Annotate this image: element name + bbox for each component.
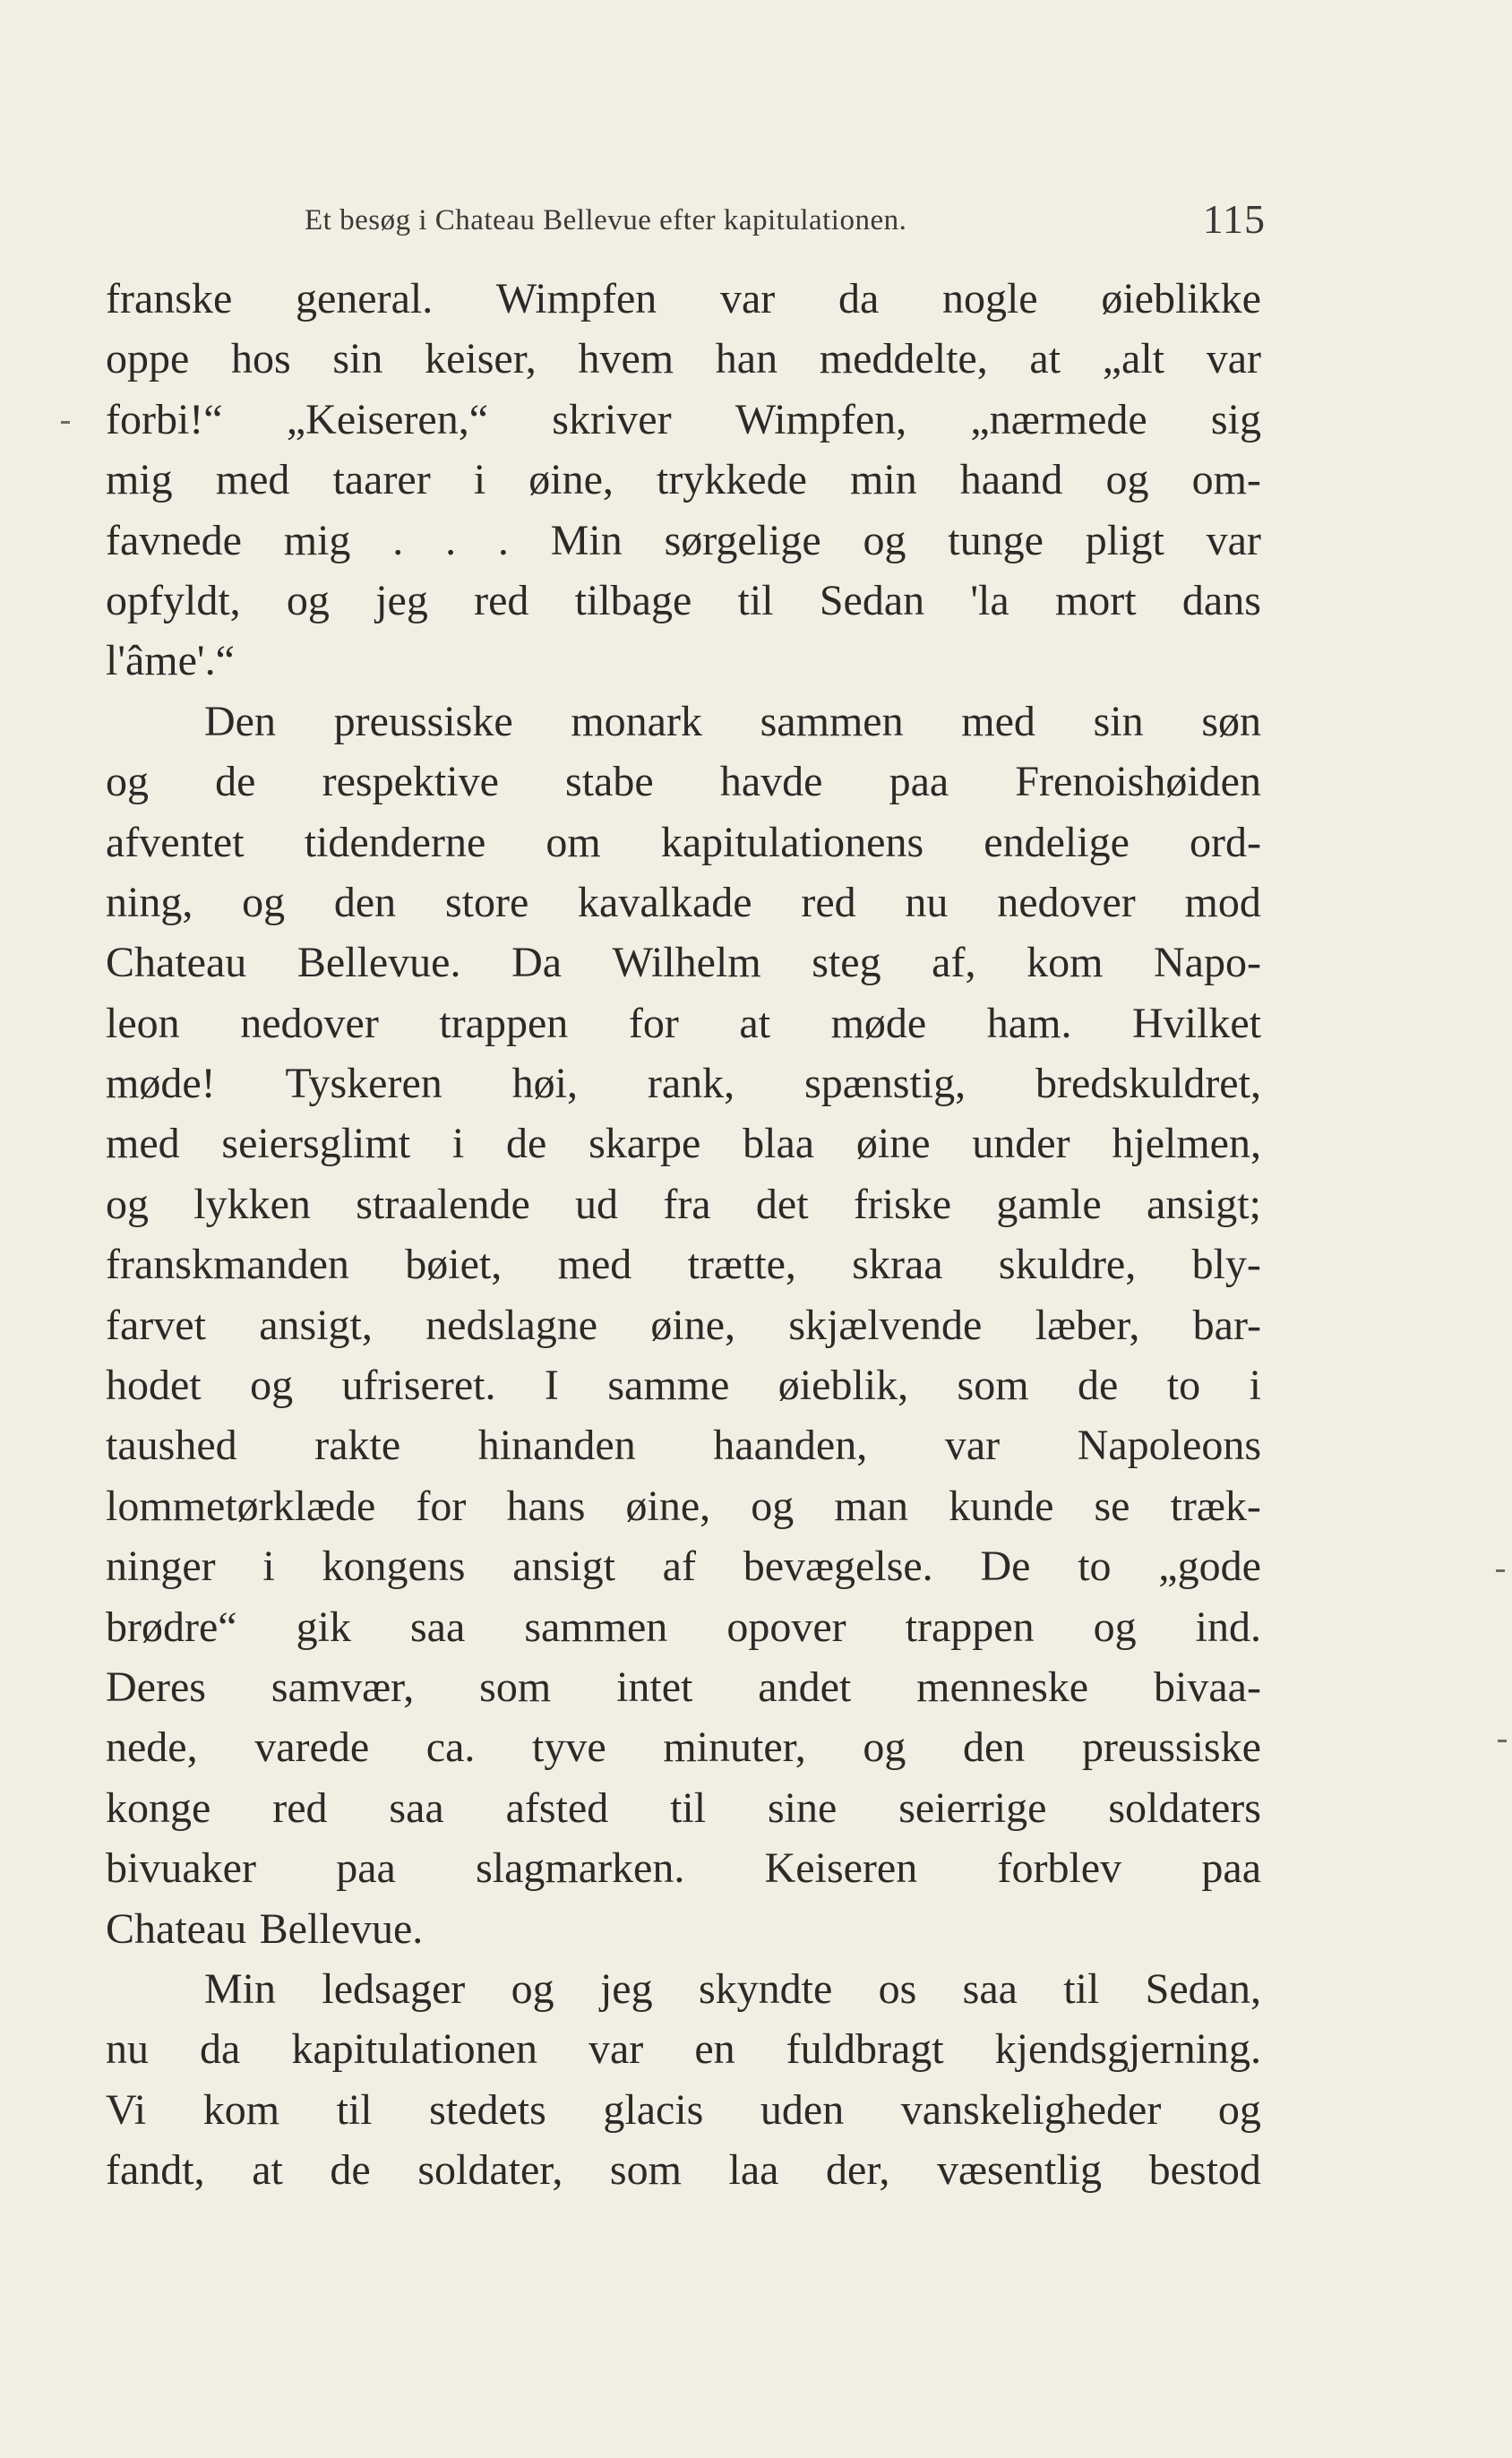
word: seiersglimt: [221, 1120, 411, 1168]
word: og: [106, 758, 149, 806]
text-line: [106, 450, 1261, 510]
word: da: [200, 2025, 241, 2074]
word: ind.: [1195, 1603, 1261, 1651]
word: læber,: [1035, 1301, 1140, 1349]
word: Keiseren: [764, 1844, 918, 1893]
word: os: [878, 1964, 917, 2013]
word: bly-: [1191, 1241, 1261, 1289]
word: og: [863, 1723, 906, 1772]
word: Da: [511, 939, 563, 987]
word: saa: [389, 1783, 444, 1832]
word: den: [962, 1723, 1026, 1772]
word: var: [1206, 516, 1261, 564]
word: taarer: [332, 456, 431, 504]
word: under: [972, 1120, 1070, 1168]
word: til: [737, 576, 774, 624]
word: var: [588, 2025, 644, 2074]
word: skuldre,: [998, 1241, 1137, 1289]
word: af: [662, 1543, 696, 1591]
word: ufriseret.: [341, 1362, 496, 1410]
word: Min: [204, 1964, 277, 2013]
word: bevægelse.: [743, 1543, 933, 1591]
word: trykkede: [656, 456, 807, 504]
word: søn: [1201, 697, 1261, 745]
word: afsted: [505, 1783, 609, 1832]
text-line: [106, 1295, 1261, 1355]
word: gamle: [996, 1180, 1102, 1228]
word: gik: [296, 1603, 351, 1651]
word: haand: [959, 456, 1063, 504]
word: ning,: [106, 878, 193, 926]
word: nedover: [240, 999, 379, 1047]
word: saa: [409, 1603, 466, 1651]
word: i: [451, 1120, 465, 1168]
word: Wimpfen: [495, 275, 657, 322]
word: og: [1105, 456, 1149, 504]
word: øieblikke: [1101, 275, 1261, 322]
word: og: [511, 1964, 554, 2013]
word: samvær,: [271, 1663, 415, 1711]
word: til: [1063, 1964, 1100, 2013]
word: af,: [932, 939, 976, 987]
word: brødre“: [106, 1603, 237, 1651]
word: Hvilket: [1132, 999, 1261, 1047]
word: 'la: [970, 576, 1009, 624]
word: „alt: [1102, 335, 1164, 383]
word: l'âme'.“: [106, 637, 235, 685]
word: Wimpfen,: [735, 395, 907, 443]
word: væsentlig: [937, 2146, 1103, 2195]
word: Den: [204, 697, 276, 745]
text-line: [106, 1717, 1261, 1777]
word: og: [1093, 1603, 1137, 1651]
word: tyve: [532, 1723, 606, 1772]
word: monark: [571, 697, 702, 745]
word: hans: [506, 1482, 586, 1530]
text-line: [106, 993, 1261, 1053]
text-line: [106, 1234, 1261, 1294]
word: kom: [1027, 939, 1104, 987]
word: konge: [106, 1783, 211, 1832]
word: sin: [332, 335, 383, 383]
text-line: [106, 1174, 1261, 1234]
word: nu: [905, 878, 949, 926]
text-line: [106, 269, 1261, 329]
word: jeg: [375, 576, 428, 624]
text-line: [106, 752, 1261, 812]
word: med: [106, 1120, 180, 1168]
text-line: [106, 511, 1261, 571]
word: som: [479, 1663, 552, 1711]
word: sørgelige: [664, 516, 821, 564]
word: Deres: [106, 1663, 206, 1711]
word: vanskeligheder: [900, 2085, 1162, 2134]
word: Bellevue.: [259, 1904, 424, 1953]
word: tidenderne: [304, 818, 486, 866]
word: de: [505, 1120, 547, 1168]
word: om-: [1191, 456, 1261, 504]
word: bestod: [1148, 2146, 1261, 2195]
word: øine,: [528, 456, 614, 504]
word: om: [546, 818, 601, 866]
word: franskmanden: [106, 1241, 349, 1289]
word: De: [980, 1543, 1031, 1591]
word: meddelte,: [819, 335, 988, 383]
word: fuldbragt: [786, 2025, 944, 2074]
word: træk-: [1170, 1482, 1261, 1530]
text-line: [106, 1476, 1261, 1536]
word: med: [215, 456, 290, 504]
word: Napo-: [1154, 939, 1261, 987]
word: kom: [202, 2085, 280, 2134]
word: to: [1166, 1362, 1201, 1410]
word: Min: [550, 516, 623, 564]
word: intet: [616, 1663, 693, 1711]
word: paa: [889, 758, 949, 806]
word: rank,: [647, 1060, 735, 1108]
word: var: [719, 275, 776, 322]
word: der,: [826, 2146, 890, 2195]
word: med: [961, 697, 1035, 745]
text-line: [106, 631, 1261, 691]
word: forbi!“: [106, 395, 223, 443]
word: skjælvende: [788, 1301, 983, 1349]
word: steg: [812, 939, 881, 987]
word: tilbage: [574, 576, 692, 624]
word: slagmarken.: [476, 1844, 685, 1893]
word: for: [628, 999, 679, 1047]
word: og: [1217, 2085, 1261, 2134]
word: spænstig,: [804, 1060, 966, 1108]
word: menneske: [916, 1663, 1089, 1711]
word: sammen: [760, 697, 904, 745]
word: hodet: [106, 1362, 202, 1410]
word: og: [250, 1362, 294, 1410]
text-line: [106, 1899, 1261, 1959]
word: mort: [1054, 576, 1137, 624]
word: afventet: [106, 818, 245, 866]
word: de: [1078, 1362, 1119, 1410]
word: preussiske: [1081, 1723, 1261, 1772]
word: hvem: [578, 335, 674, 383]
word: straalende: [356, 1180, 530, 1228]
word: øieblik,: [777, 1362, 909, 1410]
text-line: [106, 2140, 1261, 2200]
word: red: [272, 1783, 328, 1832]
word: bøiet,: [405, 1241, 503, 1289]
word: bivaa-: [1154, 1663, 1261, 1711]
word: kjendsgjerning.: [994, 2025, 1261, 2074]
word: andet: [758, 1663, 852, 1711]
text-line: [106, 1597, 1261, 1657]
word: ansigt,: [259, 1301, 373, 1349]
word: forblev: [997, 1844, 1122, 1893]
text-line: [106, 872, 1261, 932]
word: kapitulationens: [660, 818, 924, 866]
word: de: [330, 2146, 371, 2195]
text-line: [106, 1355, 1261, 1415]
text-line: [106, 1838, 1261, 1898]
word: at: [739, 999, 771, 1047]
text-line: [106, 2019, 1261, 2079]
word: seierrige: [898, 1783, 1047, 1832]
word: franske: [106, 275, 233, 322]
text-line: [106, 812, 1261, 872]
word: hjelmen,: [1112, 1120, 1261, 1168]
word: lommetørklæde: [106, 1482, 376, 1530]
word: for: [416, 1482, 467, 1530]
word: med: [557, 1241, 632, 1289]
word: da: [838, 275, 880, 322]
word: Sedan,: [1145, 1964, 1261, 2013]
text-line: [106, 1778, 1261, 1838]
word: at: [252, 2146, 283, 2195]
word: glacis: [603, 2085, 704, 2134]
word: Vi: [106, 2085, 147, 2134]
word: blaa: [743, 1120, 815, 1168]
margin-mark: [61, 421, 70, 424]
word: bivuaker: [106, 1844, 256, 1893]
word: i: [1249, 1362, 1261, 1410]
word: .: [392, 516, 404, 564]
word: uden: [760, 2085, 845, 2134]
word: kavalkade: [578, 878, 752, 926]
word: Chateau: [106, 939, 247, 987]
text-line: [106, 1113, 1261, 1173]
word: i: [473, 456, 486, 504]
word: skriver: [552, 395, 672, 443]
word: pligt: [1085, 516, 1164, 564]
word: og: [242, 878, 286, 926]
word: „gode: [1158, 1543, 1261, 1591]
word: man: [834, 1482, 908, 1530]
text-line: [106, 329, 1261, 389]
word: møde: [830, 999, 927, 1047]
word: mig: [106, 456, 173, 504]
word: trætte,: [687, 1241, 796, 1289]
word: minuter,: [663, 1723, 806, 1772]
word: ud: [575, 1180, 619, 1228]
word: øine: [855, 1120, 931, 1168]
body-text: [106, 269, 1261, 2201]
word: kunde: [949, 1482, 1054, 1530]
word: trappen: [439, 999, 569, 1047]
text-line: [106, 932, 1261, 993]
word: ham.: [986, 999, 1072, 1047]
word: og: [863, 516, 906, 564]
word: nedslagne: [425, 1301, 598, 1349]
word: til: [336, 2085, 373, 2134]
word: sammen: [524, 1603, 668, 1651]
word: skyndte: [698, 1964, 833, 2013]
word: fandt,: [106, 2146, 205, 2195]
word: den: [333, 878, 397, 926]
word: Bellevue.: [296, 939, 461, 987]
word: møde!: [106, 1060, 216, 1108]
word: ansigt: [512, 1543, 615, 1591]
word: paa: [336, 1844, 396, 1893]
word: en: [694, 2025, 735, 2074]
word: bar-: [1192, 1301, 1261, 1349]
word: taushed: [106, 1422, 237, 1470]
word: nedover: [997, 878, 1136, 926]
word: oppe: [106, 335, 190, 383]
word: Wilhelm: [612, 939, 761, 987]
word: Chateau: [106, 1904, 247, 1953]
word: stabe: [565, 758, 654, 806]
word: og: [751, 1482, 795, 1530]
word: han: [715, 335, 778, 383]
text-line: [106, 1959, 1261, 2019]
word: general.: [295, 275, 434, 322]
word: skarpe: [588, 1120, 701, 1168]
word: laa: [728, 2146, 779, 2195]
word: haanden,: [713, 1422, 868, 1470]
word: trappen: [905, 1603, 1035, 1651]
word: kapitulationen: [291, 2025, 537, 2074]
word: favnede: [106, 516, 242, 564]
word: „nærmede: [970, 395, 1147, 443]
word: sin: [1093, 697, 1144, 745]
word: havde: [719, 758, 823, 806]
word: opover: [726, 1603, 846, 1651]
word: var: [944, 1422, 1001, 1470]
word: ledsager: [322, 1964, 466, 2013]
word: øine,: [625, 1482, 711, 1530]
word: nogle: [941, 275, 1038, 322]
word: hinanden: [477, 1422, 636, 1470]
word: red: [801, 878, 856, 926]
word: Tyskeren: [285, 1060, 442, 1108]
word: soldaters: [1108, 1783, 1261, 1832]
word: ca.: [425, 1723, 476, 1772]
word: mod: [1184, 878, 1261, 926]
word: og: [286, 576, 330, 624]
word: som: [957, 1362, 1029, 1410]
word: varede: [254, 1723, 370, 1772]
margin-mark: [1496, 1569, 1505, 1572]
page-number: 115: [1202, 196, 1266, 242]
text-line: [106, 2080, 1261, 2140]
running-title: Et besøg i Chateau Bellevue efter kapitulationen.: [305, 204, 907, 236]
word: .: [497, 516, 509, 564]
word: til: [670, 1783, 707, 1832]
word: var: [1206, 335, 1261, 383]
word: ansigt;: [1146, 1180, 1261, 1228]
word: sig: [1210, 395, 1261, 443]
word: de: [215, 758, 256, 806]
word: Sedan: [819, 576, 925, 624]
word: friske: [853, 1180, 952, 1228]
text-line: [106, 1657, 1261, 1717]
word: jeg: [599, 1964, 653, 2013]
word: ord-: [1190, 818, 1261, 866]
word: endelige: [984, 818, 1130, 866]
word: .: [445, 516, 457, 564]
word: hos: [231, 335, 291, 383]
word: høi,: [511, 1060, 578, 1108]
word: at: [1029, 335, 1061, 383]
word: soldater,: [417, 2146, 563, 2195]
margin-mark: [1498, 1740, 1507, 1742]
word: leon: [106, 999, 180, 1047]
word: dans: [1181, 576, 1261, 624]
word: red: [474, 576, 529, 624]
word: fra: [663, 1180, 711, 1228]
word: saa: [962, 1964, 1018, 2013]
word: keiser,: [425, 335, 537, 383]
word: se: [1094, 1482, 1130, 1530]
word: nu: [106, 2025, 149, 2074]
word: øine,: [650, 1301, 736, 1349]
word: bredskuldret,: [1035, 1060, 1261, 1108]
word: kongens: [322, 1543, 466, 1591]
word: min: [850, 456, 917, 504]
word: store: [444, 878, 529, 926]
text-line: [106, 1053, 1261, 1113]
word: Napoleons: [1077, 1422, 1261, 1470]
word: rakte: [314, 1422, 401, 1470]
word: det: [755, 1180, 809, 1228]
word: skraa: [852, 1241, 943, 1289]
text-line: [106, 571, 1261, 631]
word: lykken: [193, 1180, 311, 1228]
text-line: [106, 692, 1261, 752]
text-line: [106, 1415, 1261, 1475]
word: samme: [607, 1362, 730, 1410]
word: paa: [1201, 1844, 1261, 1893]
word: sine: [767, 1783, 838, 1832]
word: respektive: [322, 758, 499, 806]
word: og: [106, 1180, 149, 1228]
word: „Keiseren,“: [286, 395, 489, 443]
word: preussiske: [333, 697, 513, 745]
word: to: [1078, 1543, 1112, 1591]
word: ninger: [106, 1543, 216, 1591]
word: I: [544, 1362, 559, 1410]
text-line: [106, 1536, 1261, 1596]
word: nede,: [106, 1723, 198, 1772]
word: i: [262, 1543, 275, 1591]
word: mig: [283, 516, 351, 564]
word: Frenoishøiden: [1015, 758, 1261, 806]
word: tunge: [948, 516, 1044, 564]
word: farvet: [106, 1301, 206, 1349]
word: opfyldt,: [106, 576, 241, 624]
word: som: [609, 2146, 682, 2195]
word: stedets: [429, 2085, 546, 2134]
text-line: [106, 390, 1261, 450]
